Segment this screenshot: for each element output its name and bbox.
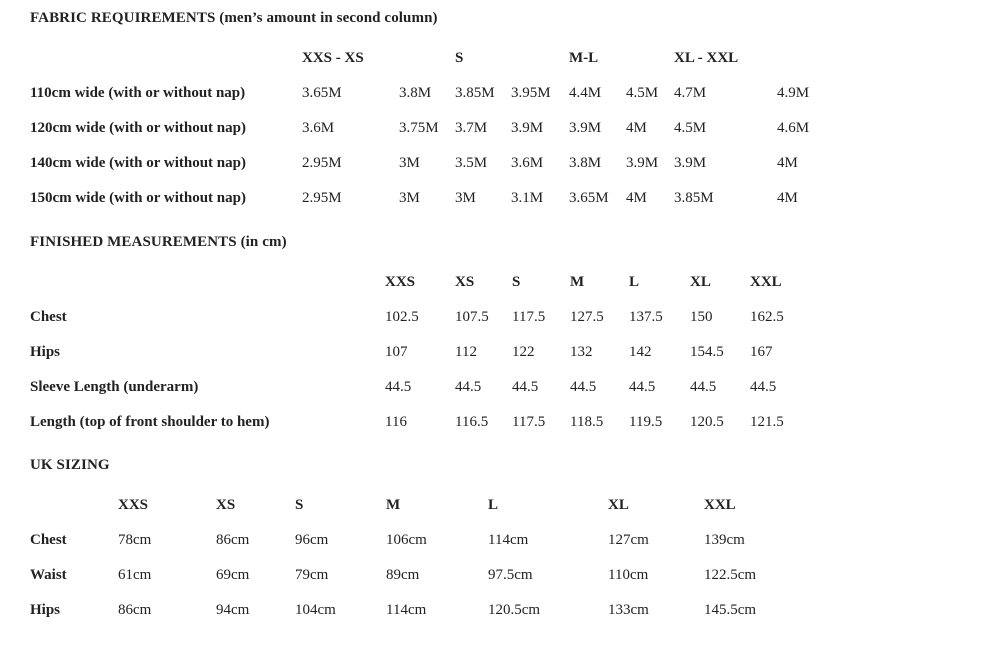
- table-cell: 150: [690, 309, 713, 325]
- row-label: 140cm wide (with or without nap): [30, 155, 246, 171]
- table-cell: 3.6M: [302, 120, 335, 136]
- table-cell: 2.95M: [302, 190, 342, 206]
- table-cell: 110cm: [608, 567, 649, 583]
- table-cell: 2.95M: [302, 155, 342, 171]
- table-cell: 117.5: [512, 414, 546, 430]
- column-header: XXS: [118, 497, 149, 513]
- table-cell: 4.7M: [674, 85, 707, 101]
- table-cell: 79cm: [295, 567, 329, 583]
- table-row: [30, 405, 985, 440]
- table-cell: 96cm: [295, 532, 329, 548]
- column-header: L: [629, 274, 640, 290]
- table-cell: 4.5M: [626, 85, 659, 101]
- table-row: [30, 593, 985, 628]
- table-cell: 133cm: [608, 602, 649, 618]
- table-cell: 3.85M: [674, 190, 714, 206]
- table-cell: 3.9M: [511, 120, 544, 136]
- column-header: L: [488, 497, 499, 513]
- column-header: XXS - XS: [302, 50, 364, 66]
- table-cell: 3.9M: [569, 120, 602, 136]
- table-cell: 69cm: [216, 567, 250, 583]
- table-cell: 3M: [399, 190, 420, 206]
- table-cell: 61cm: [118, 567, 152, 583]
- table-cell: 107: [385, 344, 408, 360]
- column-header: S: [455, 50, 464, 66]
- column-header: M: [570, 274, 585, 290]
- table-cell: 44.5: [385, 379, 412, 395]
- row-label: 150cm wide (with or without nap): [30, 190, 246, 206]
- table-cell: 4.5M: [674, 120, 707, 136]
- table-cell: 78cm: [118, 532, 152, 548]
- table-cell: 3M: [455, 190, 476, 206]
- table-cell: 142: [629, 344, 652, 360]
- table-cell: 3.8M: [569, 155, 602, 171]
- table-cell: 3.7M: [455, 120, 488, 136]
- table-cell: 104cm: [295, 602, 336, 618]
- row-label: Waist: [30, 567, 67, 583]
- table-cell: 107.5: [455, 309, 489, 325]
- table-cell: 4.6M: [777, 120, 810, 136]
- table-cell: 114cm: [488, 532, 529, 548]
- uk-header-row: [30, 488, 985, 523]
- column-header: XL: [608, 497, 629, 513]
- finished-measurements-title: FINISHED MEASUREMENTS (in cm): [30, 234, 287, 250]
- column-header: XL - XXL: [674, 50, 739, 66]
- table-cell: 94cm: [216, 602, 250, 618]
- column-header: M-L: [569, 50, 599, 66]
- table-row: [30, 76, 985, 111]
- table-cell: 3.95M: [511, 85, 551, 101]
- table-cell: 120.5: [690, 414, 724, 430]
- fabric-requirements-table: [30, 41, 985, 216]
- table-row: [30, 335, 985, 370]
- table-row: [30, 146, 985, 181]
- table-cell: 4.4M: [569, 85, 602, 101]
- table-cell: 4M: [626, 120, 647, 136]
- column-header: XS: [216, 497, 236, 513]
- table-cell: 116: [385, 414, 407, 430]
- table-cell: 116.5: [455, 414, 489, 430]
- table-cell: 86cm: [118, 602, 152, 618]
- fabric-requirements-title: FABRIC REQUIREMENTS (men’s amount in second column): [30, 10, 438, 26]
- table-row: [30, 300, 985, 335]
- table-cell: 121.5: [750, 414, 784, 430]
- row-label: Hips: [30, 344, 61, 360]
- table-cell: 127cm: [608, 532, 649, 548]
- table-cell: 44.5: [455, 379, 482, 395]
- table-cell: 3.9M: [674, 155, 707, 171]
- table-cell: 117.5: [512, 309, 546, 325]
- table-cell: 122: [512, 344, 535, 360]
- table-cell: 44.5: [512, 379, 539, 395]
- table-cell: 139cm: [704, 532, 745, 548]
- table-cell: 122.5cm: [704, 567, 757, 583]
- table-cell: 102.5: [385, 309, 419, 325]
- table-cell: 3.8M: [399, 85, 432, 101]
- table-cell: 97.5cm: [488, 567, 533, 583]
- table-cell: 4M: [777, 155, 798, 171]
- table-cell: 145.5cm: [704, 602, 757, 618]
- column-header: S: [295, 497, 304, 513]
- section-uk-sizing: [30, 458, 985, 628]
- table-cell: 167: [750, 344, 773, 360]
- column-header: XXL: [704, 497, 736, 513]
- table-cell: 3.1M: [511, 190, 544, 206]
- table-cell: 44.5: [690, 379, 717, 395]
- column-header: S: [512, 274, 521, 290]
- table-cell: 44.5: [629, 379, 656, 395]
- table-cell: 132: [570, 344, 593, 360]
- table-cell: 86cm: [216, 532, 250, 548]
- table-cell: 3.75M: [399, 120, 439, 136]
- column-header: XXL: [750, 274, 782, 290]
- table-cell: 89cm: [386, 567, 420, 583]
- table-cell: 120.5cm: [488, 602, 541, 618]
- section-fabric-requirements: [30, 11, 985, 216]
- column-header: XXS: [385, 274, 416, 290]
- row-label: Hips: [30, 602, 61, 618]
- table-cell: 112: [455, 344, 477, 360]
- table-cell: 118.5: [570, 414, 604, 430]
- table-cell: 3.85M: [455, 85, 495, 101]
- table-cell: 114cm: [386, 602, 427, 618]
- row-label: Chest: [30, 309, 67, 325]
- row-label: Sleeve Length (underarm): [30, 379, 199, 395]
- table-row: [30, 558, 985, 593]
- table-cell: 4M: [626, 190, 647, 206]
- uk-sizing-table: [30, 488, 985, 628]
- fabric-header-row: [30, 41, 985, 76]
- row-label: 110cm wide (with or without nap): [30, 85, 246, 101]
- table-cell: 154.5: [690, 344, 724, 360]
- column-header: M: [386, 497, 401, 513]
- table-cell: 3.65M: [569, 190, 609, 206]
- finished-header-row: [30, 265, 985, 300]
- table-cell: 44.5: [570, 379, 597, 395]
- table-cell: 44.5: [750, 379, 777, 395]
- table-row: [30, 370, 985, 405]
- table-cell: 137.5: [629, 309, 663, 325]
- table-cell: 127.5: [570, 309, 604, 325]
- table-row: [30, 523, 985, 558]
- finished-measurements-table: [30, 265, 985, 440]
- row-label: Length (top of front shoulder to hem): [30, 414, 270, 430]
- table-cell: 4.9M: [777, 85, 810, 101]
- column-header: XL: [690, 274, 711, 290]
- table-cell: 162.5: [750, 309, 784, 325]
- table-cell: 3.6M: [511, 155, 544, 171]
- row-label: Chest: [30, 532, 67, 548]
- table-cell: 3M: [399, 155, 420, 171]
- table-cell: 3.9M: [626, 155, 659, 171]
- table-cell: 106cm: [386, 532, 427, 548]
- row-label: 120cm wide (with or without nap): [30, 120, 246, 136]
- table-cell: 4M: [777, 190, 798, 206]
- table-cell: 3.5M: [455, 155, 488, 171]
- table-cell: 3.65M: [302, 85, 342, 101]
- table-row: [30, 181, 985, 216]
- table-cell: 119.5: [629, 414, 663, 430]
- uk-sizing-title: UK SIZING: [30, 457, 110, 473]
- column-header: XS: [455, 274, 475, 290]
- table-row: [30, 111, 985, 146]
- section-finished-measurements: [30, 235, 985, 440]
